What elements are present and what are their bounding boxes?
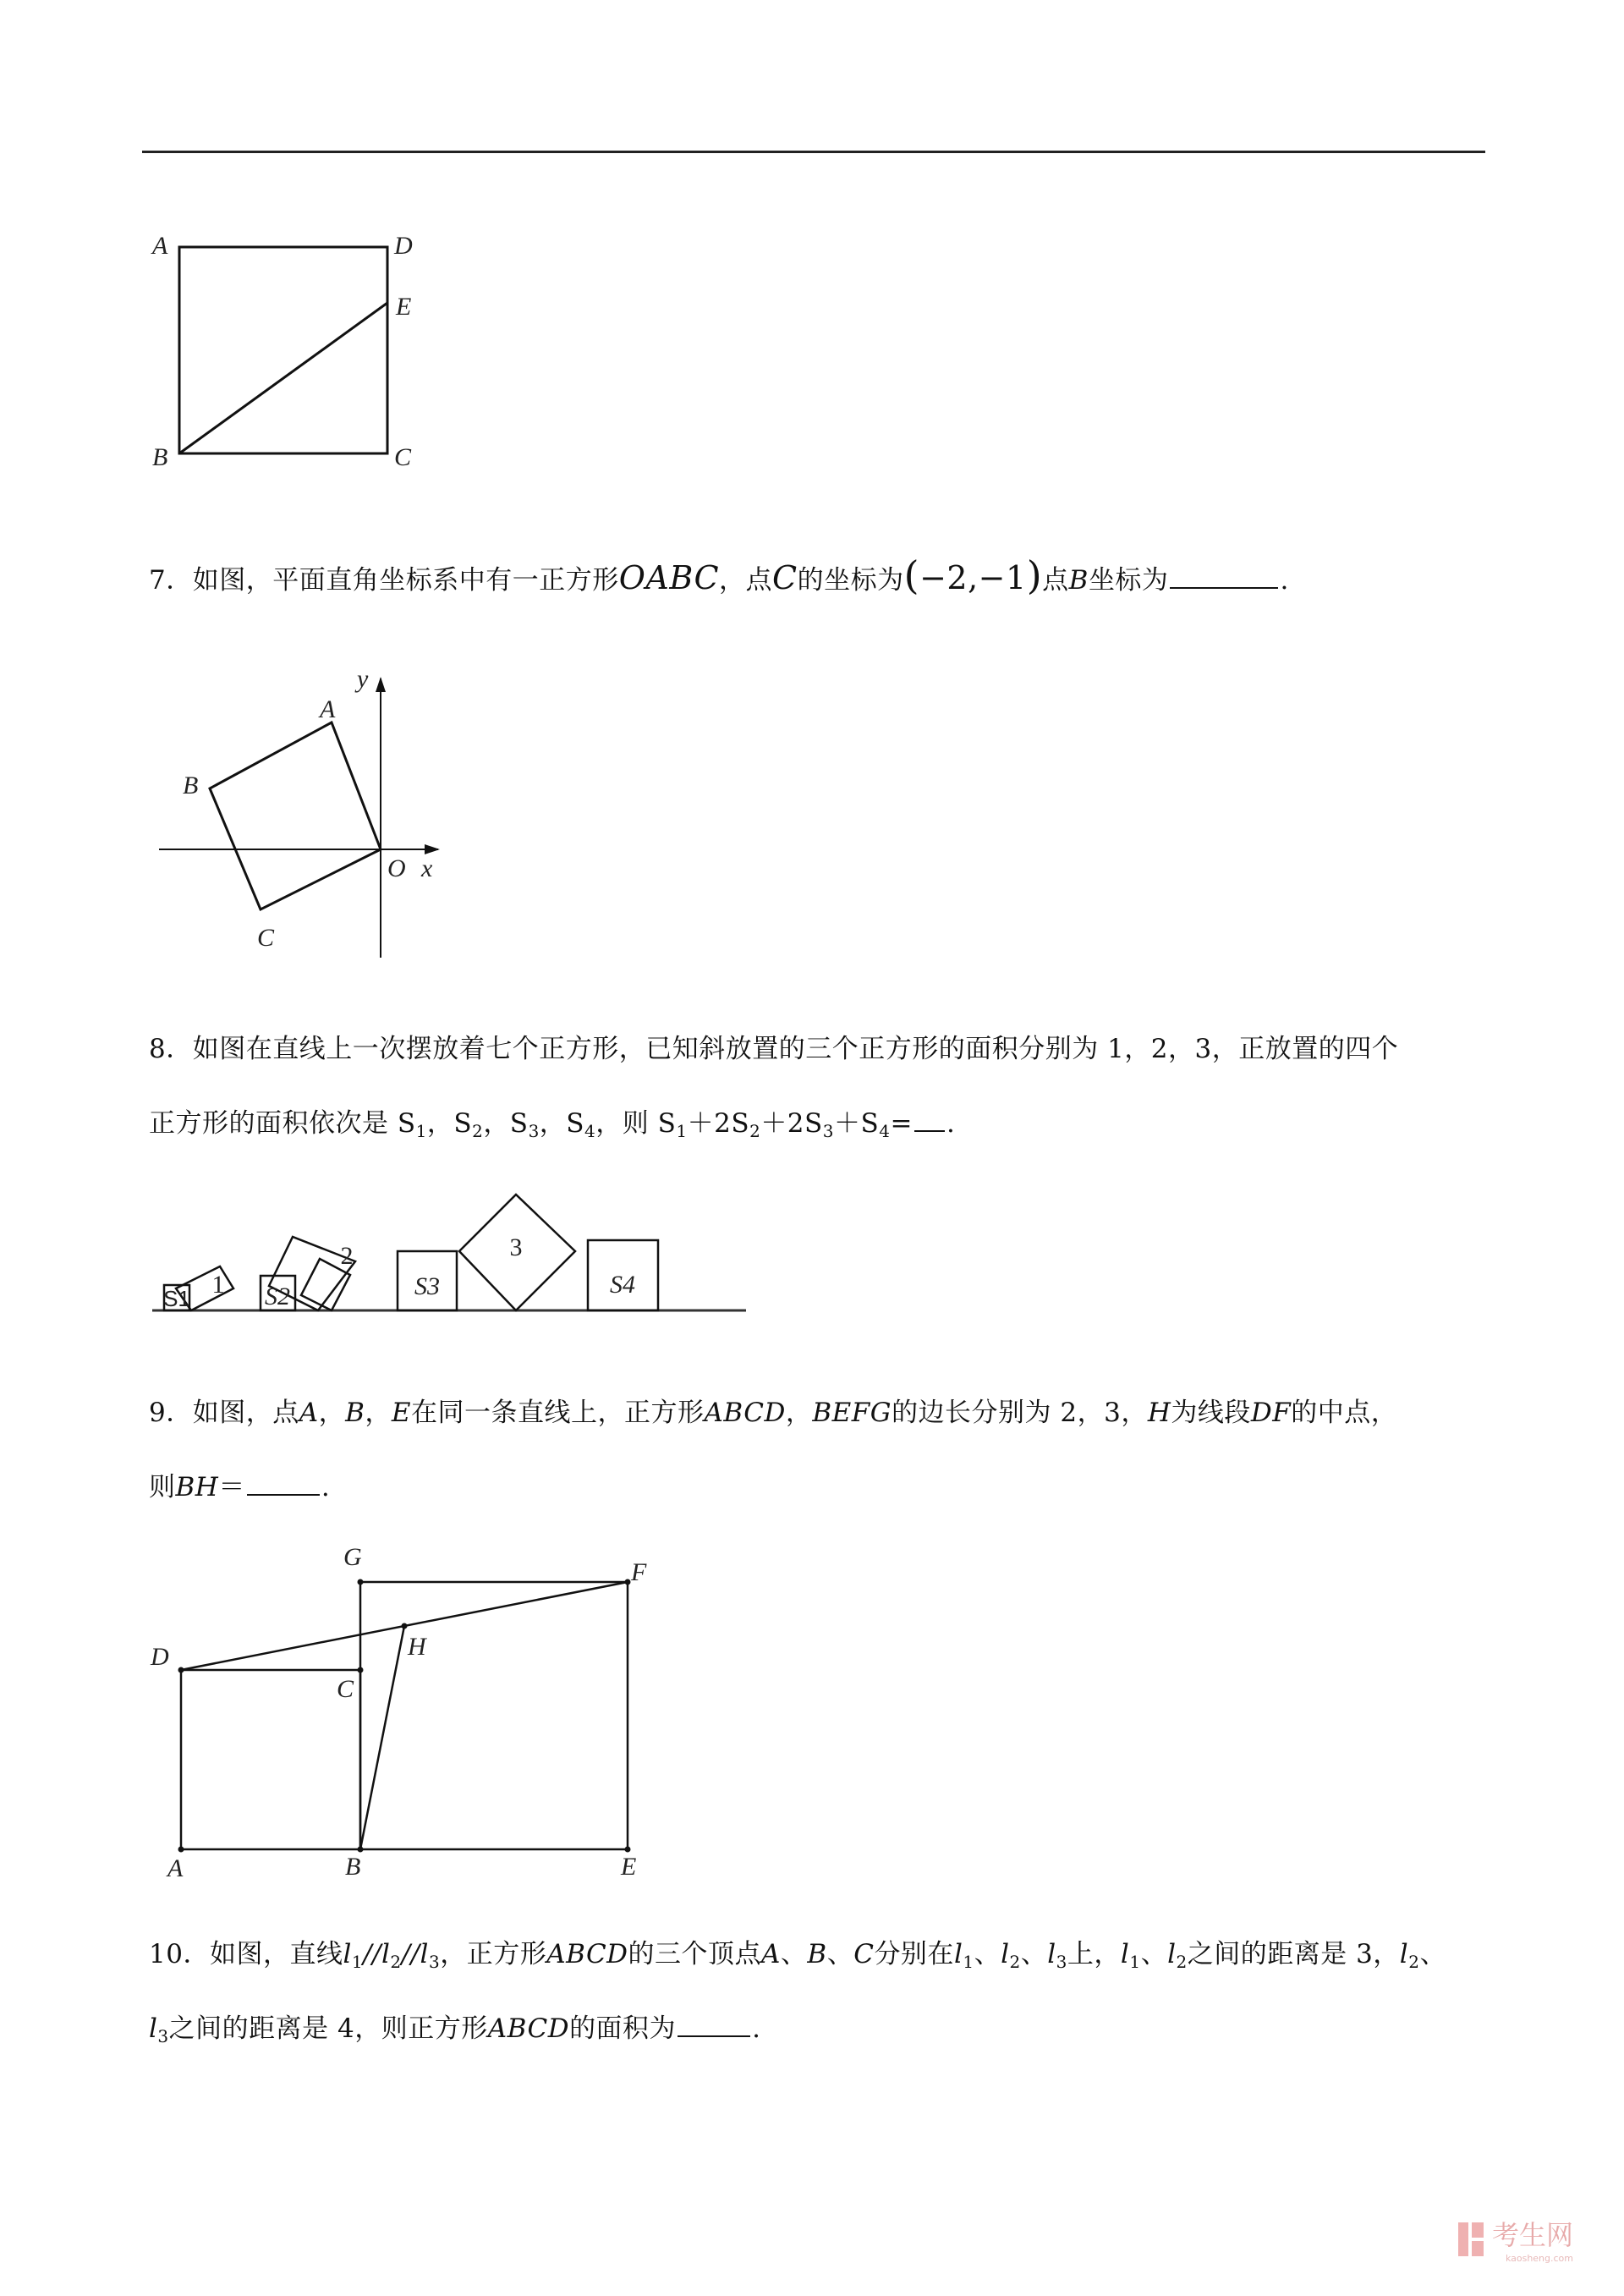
q9-var: DF <box>1250 1398 1292 1428</box>
question-7: 7．如图，平面直角坐标系中有一正方形OABC，点C的坐标为(−2,−1)点B坐标为 . <box>149 552 1289 598</box>
q9-var: H <box>1147 1398 1171 1428</box>
segment-bh <box>360 1626 404 1849</box>
q10-text: 如图，直线 <box>209 1939 343 1969</box>
q7-period: . <box>1280 565 1289 596</box>
kaosheng-logo-icon <box>1458 2222 1484 2256</box>
label-a: A <box>152 232 168 260</box>
figure-seven-squares <box>144 1176 753 1328</box>
q9-var: BEFG <box>812 1398 892 1428</box>
label-2: 2 <box>340 1242 354 1270</box>
q8-sub: 1 <box>415 1121 427 1141</box>
q7-square-name: OABC <box>618 559 720 596</box>
q8-sub: 1 <box>676 1121 688 1141</box>
q9-text: ， <box>318 1398 346 1428</box>
label-c: C <box>257 924 275 952</box>
q8-sub: 4 <box>584 1121 596 1141</box>
q10-period: . <box>752 2013 761 2044</box>
q10-sub: 2 <box>1408 1952 1420 1972</box>
q10-text: 之间的距离是 4，则正方形 <box>168 2013 488 2044</box>
q10-var: l <box>381 1939 391 1969</box>
square-abcd <box>179 247 387 453</box>
q10-sub: 1 <box>963 1952 974 1972</box>
question-8-line-1 <box>149 1012 1398 1086</box>
square-befg <box>360 1582 628 1849</box>
question-10-line-2 <box>149 1991 760 2066</box>
figure-square-abcd-e <box>144 220 448 474</box>
q8-sub: 2 <box>472 1121 484 1141</box>
q10-var: C <box>853 1939 875 1969</box>
q7-point-c: C <box>772 559 798 596</box>
q9-period: . <box>321 1472 331 1502</box>
q9-var: B <box>345 1398 365 1428</box>
q8-text: ，则 S <box>595 1108 677 1139</box>
label-o: O <box>387 854 406 882</box>
label-b: B <box>152 443 168 471</box>
q10-sub: 3 <box>1056 1952 1067 1972</box>
label-e: E <box>396 293 412 321</box>
q10-var: l <box>1047 1939 1056 1969</box>
q10-text: 、 <box>1020 1939 1048 1969</box>
q10-var: l <box>1001 1939 1010 1969</box>
q8-line-1: 如图在直线上一次摆放着七个正方形，已知斜放置的三个正方形的面积分别为 1，2，3，正放置的四个 <box>192 1034 1399 1064</box>
q10-text: ，正方形 <box>440 1939 547 1969</box>
q8-sub: 2 <box>749 1121 761 1141</box>
q9-var: ABCD <box>704 1398 786 1428</box>
q8-text: ＋2S <box>760 1108 823 1139</box>
q10-var: // <box>363 1939 381 1969</box>
q7-text-end: 坐标为 <box>1088 565 1169 596</box>
watermark-domain: kaosheng.com <box>1505 2253 1573 2264</box>
q8-number: 8． <box>149 1034 193 1064</box>
label-a: A <box>167 1854 184 1882</box>
q10-var: l <box>420 1939 429 1969</box>
q9-number: 9． <box>149 1398 193 1428</box>
label-c: C <box>394 443 412 471</box>
label-a: A <box>320 695 336 723</box>
q10-text: 的三个顶点 <box>628 1939 762 1969</box>
q7-number: 7． <box>149 565 193 596</box>
square-abcd <box>181 1670 360 1849</box>
q10-text: 、 <box>826 1939 854 1969</box>
label-b: B <box>345 1853 361 1881</box>
q10-var: l <box>1167 1939 1177 1969</box>
q10-text: 、 <box>780 1939 808 1969</box>
label-d: D <box>151 1643 169 1671</box>
q10-sub: 2 <box>1009 1952 1021 1972</box>
q7-point-b: B <box>1068 565 1089 596</box>
q9-text: ， <box>785 1398 813 1428</box>
q9-var: E <box>391 1398 412 1428</box>
q8-answer-blank[interactable] <box>914 1108 945 1132</box>
label-3: 3 <box>509 1233 523 1261</box>
q8-text: = <box>890 1108 913 1139</box>
q10-var: l <box>149 2013 158 2044</box>
q10-answer-blank[interactable] <box>678 2013 750 2037</box>
q8-text: 正方形的面积依次是 S <box>149 1108 416 1139</box>
label-f: F <box>631 1558 647 1586</box>
q8-sub: 3 <box>822 1121 835 1141</box>
q7-text-coord: 的坐标为 <box>797 565 904 596</box>
q9-text: 的边长分别为 2，3， <box>892 1398 1148 1428</box>
watermark <box>1458 2214 1573 2264</box>
label-y: y <box>357 665 369 693</box>
label-g: G <box>343 1543 362 1571</box>
q7-answer-blank[interactable] <box>1170 565 1278 589</box>
question-8-line-2 <box>149 1086 955 1161</box>
question-9-line-1 <box>149 1376 1397 1450</box>
q10-text: 上， <box>1067 1939 1121 1969</box>
q8-text: ，S <box>426 1108 473 1139</box>
q10-sub: 3 <box>157 2026 169 2046</box>
label-s3: S3 <box>414 1272 440 1300</box>
q10-text: 之间的距离是 3， <box>1187 1939 1400 1969</box>
q10-text: 、 <box>1140 1939 1168 1969</box>
q10-text: 、 <box>974 1939 1001 1969</box>
q8-sub: 3 <box>528 1121 540 1141</box>
label-c: C <box>337 1675 354 1703</box>
watermark-name: 考生网 <box>1491 2219 1573 2251</box>
q10-var: ABCD <box>546 1939 628 1969</box>
q10-text: 、 <box>1419 1939 1446 1969</box>
figure-coordinate-square <box>144 660 465 964</box>
label-s2: S2 <box>265 1283 290 1310</box>
label-d: D <box>394 232 413 260</box>
q9-text: ， <box>365 1398 392 1428</box>
q10-var: l <box>953 1939 963 1969</box>
label-h: H <box>408 1633 426 1661</box>
q9-text: ＝ <box>218 1472 245 1502</box>
q8-sub: 4 <box>879 1121 891 1141</box>
q10-text: 的面积为 <box>569 2013 677 2044</box>
label-b: B <box>183 772 199 799</box>
q7-text-after: 点 <box>1042 565 1069 596</box>
q7-coordinate: −2,−1 <box>919 559 1027 596</box>
q7-text-mid: ，点 <box>719 565 773 596</box>
q10-var: l <box>1120 1939 1130 1969</box>
q7-text-before: 如图，平面直角坐标系中有一正方形 <box>192 565 619 596</box>
q10-sub: 3 <box>428 1952 441 1972</box>
segment-be <box>179 303 387 453</box>
q9-answer-blank[interactable] <box>247 1472 320 1496</box>
q10-var: B <box>807 1939 827 1969</box>
label-s1: S1 <box>163 1286 190 1311</box>
q9-var: BH <box>175 1472 219 1502</box>
q8-text: ＋S <box>834 1108 880 1139</box>
q10-sub: 2 <box>1176 1952 1188 1972</box>
q8-text: ＋2S <box>687 1108 750 1139</box>
figure-two-squares-midpoint <box>144 1540 685 1882</box>
label-x: x <box>421 854 433 882</box>
q10-var: l <box>1399 1939 1409 1969</box>
q10-var: // <box>401 1939 420 1969</box>
question-10-line-1 <box>149 1917 1446 1991</box>
label-1: 1 <box>211 1271 225 1299</box>
question-9-line-2 <box>149 1450 330 1524</box>
q9-text: 为线段 <box>1171 1398 1251 1428</box>
q10-number: 10． <box>149 1939 210 1969</box>
q9-text: 则 <box>149 1472 176 1502</box>
q10-sub: 2 <box>390 1952 402 1972</box>
top-rule <box>142 151 1485 153</box>
label-s4: S4 <box>610 1271 635 1299</box>
q8-period: . <box>946 1108 956 1139</box>
q10-var: l <box>343 1939 352 1969</box>
q9-text: 在同一条直线上，正方形 <box>411 1398 705 1428</box>
q10-sub: 1 <box>351 1952 364 1972</box>
q8-text: ，S <box>483 1108 529 1139</box>
q10-var: ABCD <box>487 2013 570 2044</box>
q9-var: A <box>299 1398 319 1428</box>
q9-text: 的中点， <box>1291 1398 1398 1428</box>
square-oabc <box>210 722 381 909</box>
label-e: E <box>621 1853 637 1881</box>
q10-sub: 1 <box>1129 1952 1141 1972</box>
q9-text: 如图，点 <box>192 1398 299 1428</box>
q10-text: 分别在 <box>874 1939 954 1969</box>
q10-var: A <box>761 1939 781 1969</box>
q8-text: ，S <box>539 1108 585 1139</box>
